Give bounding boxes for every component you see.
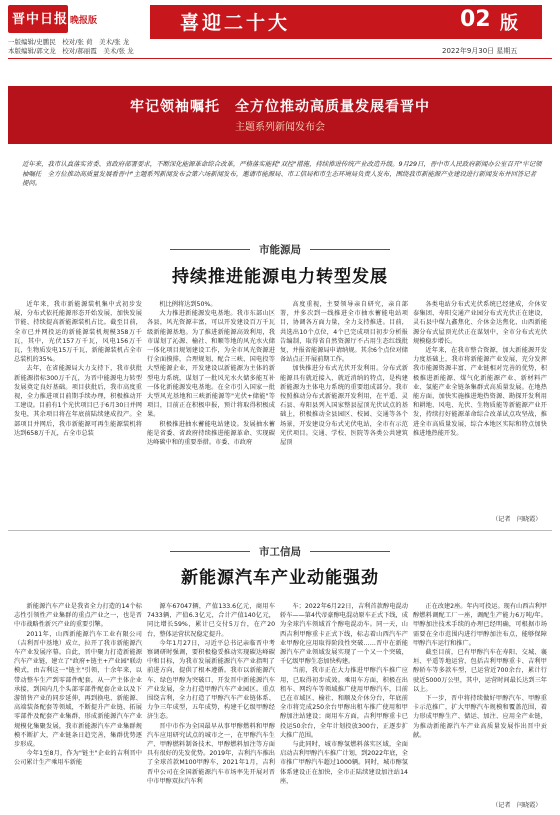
section1-column-2 (147, 300, 275, 522)
paragraph: 今年1至8月，作为"链主"企业的吉利晋中公司累计生产乘用车新能 (14, 750, 142, 767)
paragraph: 去年，在省能源局大力支持下，我市获批新能源指标300万千瓦，为晋中能源电力转型发展奠定良好基础。项目获批后，我市高度重视，全力推进项目前期手续办理，积极推动开工建设。目前有1个光伏项目已于6月30日并网发电，其余项目将在年底前陆续建成投产。全部项目并网后，我市新能源可再生能源装机将达到658万千瓦，占全市总装 (14, 365, 142, 437)
page-number-label: 版 (500, 13, 518, 34)
section1-column-3 (280, 300, 408, 522)
section2-rule-right (310, 551, 390, 552)
newspaper-logo (8, 5, 68, 33)
masthead (0, 0, 560, 64)
hero-title: 牢记领袖嘱托 全方位推动高质量发展看晋中 (130, 99, 430, 115)
section2-column-4 (413, 602, 547, 798)
paragraph: 源车67047辆，产值133.6亿元，商用车7433辆，产值6.3亿元，合计产值140亿元，同比增长59%，累计已交付5万台，在产20台，整体运营状况稳定提升。 (147, 603, 275, 638)
paragraph: 近年来，在我市整合资源，加大新能源开发力度基础上，我市将新能源产业发展，充分发挥我市能源资源丰富、产业链相对完善的优势，积极推进新能源、煤气化新能源产业、新材料产业、氢能产业全链条集群式高质量发展。在地热能方面，加快实施推进地热资源、勘探开发利用和耕地、风电、光伏、生物质能等新能源产业开发，持续打好能源革命综合改革试点攻坚战，推进全市高质量发展，综合本地区实际和特点加快推进地热能开发。 (413, 347, 547, 437)
section1-byline: （记者 闫晓霞） (492, 516, 542, 523)
paragraph: 加快推进分布式光伏开发利用。分布式新能源具有就近接入、就近消纳的特点，是构建新能源为主体电力系统的重要组成部分。我市按照推动分布式新能源开发利用，在平遥、灵石县、寿阳县列入国家整县屋顶光伏试点的基础上，积极推动全县园区、校园、交通等各个场景，开发建设分布式光伏电站，全市有示范光伏项目。交通、学校、医院等各类公共建筑屋顶 (280, 365, 408, 447)
section-divider (8, 530, 552, 531)
section1-label: 市能源局 (259, 244, 301, 256)
paragraph: 车；2022年6月22日，吉利首款醇电混动轿车——第4代帝豪醇电混动原车正式下线，成为全球汽车领域首个醇电混动车。同一天，山西吉利甲醇重卡正式下线，标志着山西汽车产业甲醇化应用取得阶段性突破……晋中在新能源汽车产业领域发展实现了一个又一个突破，千亿级甲醇生态加快构建。 (280, 603, 408, 666)
paragraph: 大力推进新能源发电基地。我市东部山区各县，风光资源丰富，可以开发建设百万千瓦级新能源基地。为了推进新能源高效利用，我市谋划了沁源、榆社、和顺等地的风光水火储一体化项目规划建设工作，为全市风光资源进行全面摸排，合理规划，配合三峡、国电投等大型能源企业，开发建设以新能源为主体的新型电力系统，谋划了一批风光水火储多能互补一体化新能源发电基地。在全市引入国家一批大型风光基地和三峡新能源等"光伏+储能"等项目，目前正在积极申报，预计将取得积极成果。 (147, 310, 275, 419)
section2-label: 市工信局 (259, 546, 301, 558)
paragraph: 晋中市作为全国最早从事甲醇燃料和甲醇汽车应用研究试点的城市之一，在甲醇汽车生产、甲醇燃料制备技术、甲醇燃料加注等方面具有很好的先发优势。2019年，吉利汽车推出了全球首款M100甲醇车，2021年1月，吉利晋中公司在全国新能源汽车市场率先开展对晋中市甲醇双拉汽车利 (147, 722, 275, 785)
section1-rule-right (310, 249, 390, 250)
paragraph: 高度重视，主要领导亲自研究，亲自部署，并多次到一线推进全市抽水蓄能电站项目，协调各方面力量，全力支持推进。目前，共选出10个点位，4个已完成项目初步分析报告编制，取得省自然资源厅不占用生态红线批复，并报省能源局申请纳规。其余6个点位对储备站点正开展前期工作。 (280, 301, 408, 364)
page-number: 02 (460, 7, 491, 32)
edition-label: 晚报版 (70, 16, 98, 26)
section2-column-1 (14, 602, 142, 808)
hero-subtitle: 主题系列新闻发布会 (235, 122, 325, 133)
section2-column-2 (147, 602, 275, 808)
paragraph: 正在改建2座。年内可投运。现有山西吉利甲醇燃料调配工厂一座，调配生产能力6万吨/年。甲醇加注技术手续的办理已经明确，可根据市场需要在全市范围内进行甲醇加注布点，能够保障甲醇汽车运行和推广。 (413, 603, 547, 647)
paragraph: 积极推进抽水蓄能电站建设。发展抽水蓄能是省委、省政府持续推进能源革命、实现碳达峰碳中和的重要举措。市委、市政府 (147, 420, 275, 447)
banner (150, 5, 542, 39)
paragraph: 今年1月27日，习近平总书记亲临晋中考察调研时强调，要积极稳妥推动实现碳达峰碳中和目标，为我市发展新能源汽车产业指明了前进方向，提供了根本遵循。我市以新能源汽车、绿色甲醇为突破口，开发晋中新能源汽车产业发展，全力打造甲醇汽车产业园区。重点围绕吉利，全力打造了甲醇汽车产业链体系、力争三年成型，五年成势，构建千亿级甲醇经济生态。 (147, 639, 275, 721)
paragraph: 机比例将达到50%。 (159, 301, 217, 308)
paragraph: 当前，我市正在大力推进甲醇汽车推广应用，已取得初步成效。乘用车方面，积极在出租车、网约车等领域推广使用甲醇汽车，目前已在市域区、榆社、和顺及介休分台，年底前全市将完成250余台甲醇出租车推广使用和甲醇加注站建设；商用车方面，吉利甲醇重卡已投运50余台，全年计划投放300台，正逐步扩大推广范围。 (280, 667, 408, 739)
issue-date: 2022年9月30日 星期五 (442, 47, 518, 55)
paragraph: 2011年，山西新能源汽车工业有限公司（吉利晋中基地）成立，拉开了我市新能源汽车产业发展序幕。自此，晋中聚力打造新能源汽车产业链，建立了"政府+链主+产业园"联动模式，由吉利这一"链主"引领，十余年来，以带动整车生产到零部件配套，从一产主体企业承接，到国内几个头部零部件配套企业以及下游销售产业的同步延伸，再到换电、新能源、高端装备配套等领域，不断提升产业链、拓展零部件及配套产业集群，形成新能源汽车产业规模化集聚发展，我市新能源汽车产业集群规模不断扩大，产业链条日趋完善，集群优势逐步形成。 (14, 630, 142, 749)
paragraph: 与此同时，城市醇氢燃料落实区域，全面启动吉利甲醇汽车推广计划，到2022年底，全市推广甲醇汽车超过1000辆。同时，城市醇氢体系建设正在加快，全市正陆续建设加注站14座， (280, 741, 408, 785)
paragraph: 近年来，我市新能源装机集中式初步发展，分布式依托能源形态开始发展，加快发展节能、持续提高新能源装机占比。截至目前，全市已并网投运的新能源装机规模358万千瓦，其中，光伏157万千瓦，风电156万千瓦，生物质发电15万千瓦，新能源装机占全市总装机的35%。 (14, 301, 142, 364)
section1-headline: 持续推进能源电力转型发展 (172, 267, 388, 287)
editor-credits-line2: 本版编辑/郭文龙 校对/郝丽霞 美术/张 龙 (8, 47, 134, 55)
paragraph: 新能源汽车产业是我省全力打造的14个标志性引领性产业集群的重点产业之一，也是晋中市战略性新兴产业的重要引擎。 (14, 603, 142, 629)
logo-text: 晋中日报 (12, 12, 69, 27)
paragraph: 截至目前，已有甲醇汽车在寿阳、交城、襄垣、平遥等地运营，包括吉利甲醇重卡、吉利甲醇轿车等多款车型，已运营近700余台，累计行驶近5000万公里，其中，运营时间最长达到三年以上。 (413, 649, 547, 693)
section2-headline: 新能源汽车产业动能强劲 (181, 568, 379, 588)
banner-slogan: 喜迎二十大 (180, 12, 291, 34)
section2-column-3 (280, 602, 408, 808)
masthead-rule (8, 58, 552, 59)
hero-banner (8, 86, 552, 144)
section2-byline: （记者 闫晓霞） (492, 802, 542, 809)
editor-credits (8, 38, 134, 56)
editor-credits-line1: 一版编辑/史鹏民 校对/张 荷 美术/张 龙 (8, 38, 130, 46)
section1-column-4 (413, 300, 547, 510)
intro-paragraph: 近年来，我市认真落实省委、省政府部署要求，不断深化能源革命综合改革，严格落实能耗"双控"措施，持续推进传统产业改造升级。9月29日，晋中市人民政府新闻办公室召开"牢记领袖嘱托 全方位推动高质量发展看晋中"主题系列新闻发布会第六场新闻发布，邀请市能源局、市工信局和市生态环境局负责人发布，围绕我市新能源产业建设进行新闻发布并回答记者提问。 (22, 160, 542, 188)
section1-column-1 (14, 300, 142, 522)
paragraph: 下一步，晋中将持续做好甲醇汽车、甲醇重卡示范推广，扩大甲醇汽车规模和覆盖范围，着力形成甲醇生产、储运、加注、应用全产业链，为推动新能源汽车产业高质量发展作出晋中贡献。 (413, 695, 547, 739)
paragraph: 各类电站分布式光伏系统已经建成，介休安泰集团、寿阳交通产业园分布式光伏正在建设，灵石县中煤九鑫焦化、介休金达焦化、山西新能源分布式屋顶光伏正在谋划中，全市分布式光伏规模稳步增长。 (413, 301, 547, 345)
